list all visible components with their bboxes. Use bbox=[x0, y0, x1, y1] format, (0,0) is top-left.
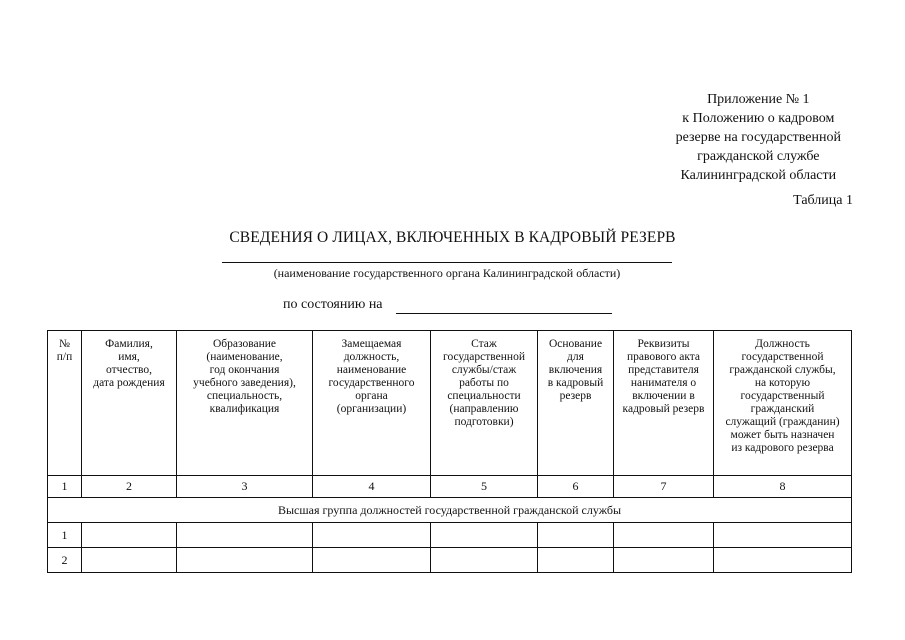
appendix-line: к Положению о кадровом bbox=[682, 111, 835, 126]
table-cell[interactable] bbox=[614, 548, 714, 573]
column-header-line: правового акта bbox=[626, 351, 701, 363]
column-header-line: специальности bbox=[447, 390, 521, 402]
column-header-line: государственный bbox=[740, 390, 825, 402]
table-cell[interactable] bbox=[82, 523, 177, 548]
column-header-line: из кадрового резерва bbox=[731, 442, 834, 454]
column-header bbox=[431, 331, 538, 476]
column-header-line: кадровый резерв bbox=[622, 403, 705, 415]
group-title: Высшая группа должностей государственной гражданской службы bbox=[48, 498, 852, 523]
column-header-line: имя, bbox=[118, 351, 140, 363]
column-number: 1 bbox=[48, 476, 82, 498]
column-header-line: учебного заведения), bbox=[193, 377, 296, 389]
column-header-line: представителя bbox=[628, 364, 699, 376]
table-cell[interactable] bbox=[431, 548, 538, 573]
column-header-line: гражданской службы, bbox=[729, 364, 836, 376]
column-header bbox=[538, 331, 614, 476]
column-header-line: служащий (гражданин) bbox=[725, 416, 840, 428]
table-cell[interactable] bbox=[538, 523, 614, 548]
column-header-line: в кадровый bbox=[547, 377, 604, 389]
column-header-line: должность, bbox=[343, 351, 400, 363]
column-header-line: Фамилия, bbox=[105, 338, 153, 350]
table-row bbox=[48, 523, 852, 548]
column-number: 7 bbox=[614, 476, 714, 498]
column-header-line: Замещаемая bbox=[341, 338, 402, 350]
table-cell[interactable] bbox=[177, 548, 313, 573]
table-cell[interactable] bbox=[177, 523, 313, 548]
column-header-line: нанимателя о bbox=[630, 377, 697, 389]
column-number: 3 bbox=[177, 476, 313, 498]
table-cell[interactable] bbox=[614, 523, 714, 548]
column-header-line: работы по bbox=[459, 377, 509, 389]
appendix-line: Калининградской области bbox=[680, 168, 837, 183]
table-cell[interactable] bbox=[538, 548, 614, 573]
table-header-row bbox=[48, 331, 852, 476]
appendix-line: гражданской службе bbox=[697, 149, 820, 164]
reserve-table bbox=[47, 330, 852, 573]
column-header-line: гражданский bbox=[750, 403, 815, 415]
column-header-line: включения bbox=[548, 364, 603, 376]
column-number: 5 bbox=[431, 476, 538, 498]
column-header-line: наименование bbox=[336, 364, 407, 376]
column-header-line: может быть назначен bbox=[730, 429, 835, 441]
appendix-line: резерве на государственной bbox=[675, 130, 841, 145]
column-header-line: государственного bbox=[328, 377, 415, 389]
table-cell[interactable] bbox=[714, 548, 852, 573]
column-header-line: Должность bbox=[755, 338, 810, 350]
table-cell[interactable] bbox=[313, 548, 431, 573]
column-header-line: (наименование, bbox=[206, 351, 283, 363]
column-header-line: (направлению bbox=[449, 403, 519, 415]
column-header-line: (организации) bbox=[336, 403, 407, 415]
column-header-line: подготовки) bbox=[454, 416, 514, 428]
table-cell[interactable] bbox=[82, 548, 177, 573]
column-number: 2 bbox=[82, 476, 177, 498]
column-header-line: дата рождения bbox=[93, 377, 165, 389]
column-number: 4 bbox=[313, 476, 431, 498]
document-title: СВЕДЕНИЯ О ЛИЦАХ, ВКЛЮЧЕННЫХ В КАДРОВЫЙ РЕЗЕРВ bbox=[229, 229, 676, 246]
column-number: 6 bbox=[538, 476, 614, 498]
column-header-line: год окончания bbox=[209, 364, 280, 376]
column-header bbox=[82, 331, 177, 476]
table-row bbox=[48, 548, 852, 573]
column-header-line: специальность, bbox=[206, 390, 283, 402]
column-header-line: п/п bbox=[56, 351, 73, 363]
as-of-date-blank-line bbox=[396, 313, 612, 314]
column-header bbox=[313, 331, 431, 476]
column-header-line: для bbox=[567, 351, 584, 363]
appendix-block bbox=[676, 90, 841, 185]
column-header-line: службы/стаж bbox=[451, 364, 517, 376]
column-number-row bbox=[48, 476, 852, 498]
column-header-line: Основание bbox=[548, 338, 603, 350]
column-header-line: государственной bbox=[741, 351, 824, 363]
column-header bbox=[614, 331, 714, 476]
org-name-blank-line bbox=[222, 262, 672, 263]
column-header-line: включении в bbox=[632, 390, 695, 402]
column-header-line: отчество, bbox=[106, 364, 152, 376]
column-header-line: Стаж bbox=[471, 338, 497, 350]
column-header-line: Реквизиты bbox=[637, 338, 690, 350]
column-header-line: на которую bbox=[754, 377, 811, 389]
column-header-line: Образование bbox=[212, 338, 277, 350]
column-number: 8 bbox=[714, 476, 852, 498]
as-of-label: по состоянию на bbox=[283, 297, 383, 312]
table-cell[interactable] bbox=[313, 523, 431, 548]
table-cell[interactable] bbox=[714, 523, 852, 548]
table-label: Таблица 1 bbox=[793, 193, 853, 208]
appendix-line: Приложение № 1 bbox=[707, 92, 810, 107]
org-name-caption: (наименование государственного органа Калининградской области) bbox=[273, 266, 621, 280]
group-row bbox=[48, 498, 852, 523]
row-number-cell: 1 bbox=[48, 523, 82, 548]
column-header-line: государственной bbox=[443, 351, 525, 363]
column-header bbox=[177, 331, 313, 476]
column-header bbox=[714, 331, 852, 476]
column-header-line: резерв bbox=[559, 390, 592, 402]
table-cell[interactable] bbox=[431, 523, 538, 548]
row-number-cell: 2 bbox=[48, 548, 82, 573]
column-header bbox=[48, 331, 82, 476]
column-header-line: квалификация bbox=[209, 403, 280, 415]
column-header-line: органа bbox=[355, 390, 388, 402]
column-header-line: № bbox=[59, 338, 70, 350]
